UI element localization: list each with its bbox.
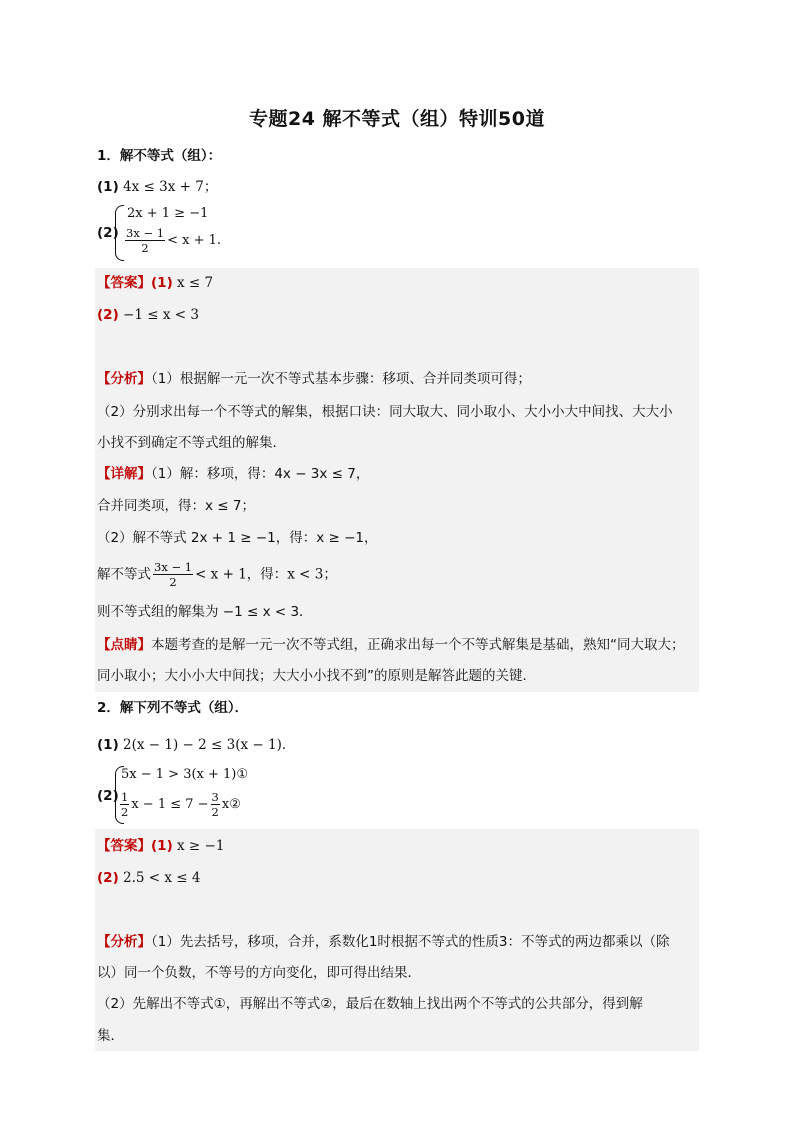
analysis-1-line-2: （2）分别求出每一个不等式的解集，根据口诀：同大取大、同小取小、大小小大中间找、大大小 bbox=[97, 404, 673, 420]
question-2-part-2 bbox=[97, 764, 317, 826]
comment-tag: 【点睛】 bbox=[97, 637, 151, 653]
fraction: $\frac{3x - 1}{2}$ bbox=[126, 226, 165, 255]
fraction: $\frac{1}{2}$ bbox=[121, 790, 129, 819]
detail-1-line-4 bbox=[97, 560, 337, 589]
analysis-text: （1）根据解一元一次不等式基本步骤：移项、合并同类项可得； bbox=[151, 371, 531, 387]
part-label: (1) bbox=[97, 737, 119, 753]
fraction: $\frac{3}{2}$ bbox=[211, 790, 219, 819]
part-label: (2) bbox=[97, 870, 119, 886]
system-inequality-b: $\frac{3x - 1}{2}$ < x + 1. bbox=[126, 226, 222, 255]
system-inequality-b: $\frac{1}{2}$ x − 1 ≤ 7 − $\frac{3}{2}$ x② bbox=[121, 790, 241, 819]
page-title: 专题24 解不等式（组）特训50道 bbox=[249, 108, 545, 130]
analysis-1-line-3: 小找不到确定不等式组的解集． bbox=[97, 435, 286, 451]
comment-text: 本题考查的是解一元一次不等式组，正确求出每一个不等式解集是基础，熟知“同大取大； bbox=[151, 637, 685, 653]
analysis-2-line-2: 以）同一个负数，不等号的方向变化，即可得出结果． bbox=[97, 965, 421, 981]
question-1-stem: 1．解不等式（组）： bbox=[97, 148, 222, 164]
analysis-text: （1）先去括号，移项，合并，系数化1时根据不等式的性质3：不等式的两边都乘以（除 bbox=[151, 934, 670, 950]
answer-tag: 【答案】 bbox=[97, 838, 151, 854]
answer-2-line-1 bbox=[97, 837, 224, 855]
part-label: (1) bbox=[151, 275, 173, 291]
part-label: (2) bbox=[97, 225, 119, 241]
answer-value: x ≥ −1 bbox=[177, 838, 225, 854]
comment-1-line-1 bbox=[97, 636, 685, 654]
answer-1-line-1 bbox=[97, 274, 213, 292]
fraction: $\frac{3x - 1}{2}$ bbox=[154, 560, 193, 589]
analysis-2-line-1 bbox=[97, 933, 670, 951]
answer-value: x ≤ 7 bbox=[177, 275, 214, 291]
question-1-part-2 bbox=[97, 203, 297, 263]
analysis-tag: 【分析】 bbox=[97, 371, 151, 387]
part-label: (2) bbox=[97, 307, 119, 323]
detail-1-line-2: 合并同类项，得：x ≤ 7； bbox=[97, 498, 255, 514]
detail-1-line-3: （2）解不等式 2x + 1 ≥ −1，得：x ≥ −1， bbox=[97, 530, 378, 546]
part-label: (1) bbox=[97, 179, 119, 195]
part-label: (2) bbox=[97, 788, 119, 804]
answer-value: −1 ≤ x < 3 bbox=[123, 307, 199, 323]
comment-1-line-2: 同小取小；大小小大中间找；大大小小找不到”的原则是解答此题的关键． bbox=[97, 668, 536, 684]
part-label: (1) bbox=[151, 838, 173, 854]
question-1-part-1 bbox=[97, 178, 217, 196]
analysis-1-line-1 bbox=[97, 370, 531, 388]
detail-text: （1）解：移项，得：4x − 3x ≤ 7， bbox=[151, 466, 370, 482]
answer-1-line-2 bbox=[97, 306, 199, 324]
inequality: 2(x − 1) − 2 ≤ 3(x − 1)． bbox=[123, 737, 296, 753]
answer-tag: 【答案】 bbox=[97, 275, 151, 291]
detail-1-line-1 bbox=[97, 465, 369, 483]
question-2-part-1 bbox=[97, 736, 295, 754]
detail-text: 解不等式 bbox=[97, 566, 151, 583]
question-2-stem: 2．解下列不等式（组）． bbox=[97, 700, 249, 716]
analysis-2-line-4: 集． bbox=[97, 1028, 124, 1044]
detail-tag: 【详解】 bbox=[97, 466, 151, 482]
system-inequality-a: 5x − 1 > 3(x + 1)① bbox=[121, 767, 249, 782]
answer-value: 2.5 < x ≤ 4 bbox=[123, 870, 201, 886]
answer-2-line-2 bbox=[97, 869, 201, 887]
system-inequality-a: 2x + 1 ≥ −1 bbox=[127, 206, 209, 221]
detail-text: < x + 1，得：x < 3； bbox=[195, 566, 337, 583]
inequality: 4x ≤ 3x + 7； bbox=[123, 179, 218, 195]
detail-1-line-5: 则不等式组的解集为 −1 ≤ x < 3． bbox=[97, 604, 313, 620]
analysis-tag: 【分析】 bbox=[97, 934, 151, 950]
analysis-2-line-3: （2）先解出不等式①，再解出不等式②，最后在数轴上找出两个不等式的公共部分，得到解 bbox=[97, 996, 643, 1012]
